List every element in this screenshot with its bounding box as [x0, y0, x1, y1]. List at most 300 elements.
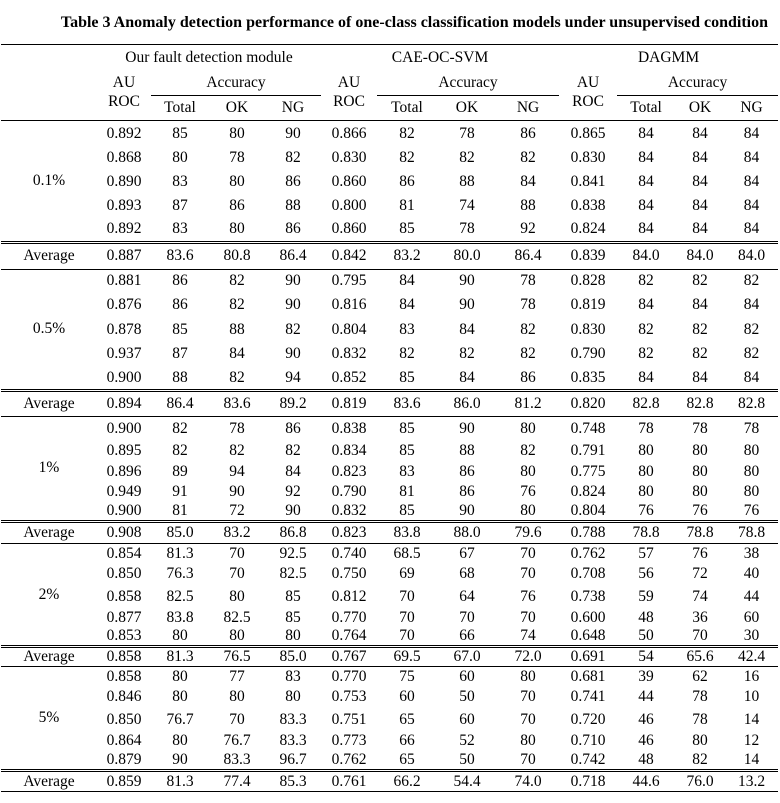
table-cell: 83.3	[223, 751, 251, 768]
table-cell: 0.852	[331, 368, 367, 386]
table-cell: 85	[285, 587, 301, 605]
table-cell: 80	[497, 417, 559, 441]
table-cell: 76.7	[223, 732, 251, 749]
ok-header: OK	[455, 99, 479, 116]
table-row	[1, 146, 778, 170]
table-cell: 84	[638, 124, 654, 142]
table-cell: 74	[692, 587, 708, 605]
average-cell: 83.6	[209, 391, 265, 417]
table-cell: 50	[638, 627, 654, 644]
average-row	[1, 242, 778, 269]
auroc-header: AU ROC	[97, 71, 151, 121]
table-row	[1, 170, 778, 195]
table-body	[1, 121, 778, 792]
average-cell: 82.8	[725, 391, 778, 417]
ok-header: OK	[225, 99, 249, 116]
table-cell: 72	[692, 565, 708, 582]
table-cell: 0.850	[106, 710, 142, 728]
table-cell: 88	[520, 196, 536, 214]
table-cell: 85	[172, 320, 188, 338]
table-cell: 0.858	[106, 587, 142, 605]
average-cell: 83.2	[209, 521, 265, 544]
table-cell: 70	[399, 587, 415, 605]
table-row	[1, 293, 778, 318]
table-row	[1, 585, 778, 608]
table-cell: 78	[675, 417, 725, 441]
table-cell: 80	[520, 732, 536, 749]
average-cell: 72.0	[497, 647, 559, 667]
table-cell: 78	[617, 417, 675, 441]
average-label: Average	[1, 242, 97, 269]
table-cell: 84	[459, 368, 475, 386]
average-cell: 89.2	[265, 391, 321, 417]
average-cell: 84.0	[617, 242, 675, 269]
table-cell: 84	[638, 148, 654, 166]
table-cell: 0.819	[570, 296, 606, 314]
average-cell: 80.0	[437, 242, 497, 269]
accuracy-header: Accuracy	[206, 74, 266, 91]
table-cell: 82	[675, 269, 725, 293]
table-cell: 0.858	[97, 667, 151, 687]
auroc-header: AU ROC	[321, 71, 377, 121]
table-cell: 0.720	[570, 710, 606, 728]
table-cell: 82	[743, 320, 760, 338]
table-cell: 12	[743, 732, 760, 749]
table-cell: 85	[285, 608, 301, 626]
average-label: Average	[1, 521, 97, 544]
table-cell: 82	[399, 124, 415, 142]
average-cell: 65.6	[675, 647, 725, 667]
table-row	[1, 667, 778, 687]
table-cell: 86	[459, 463, 475, 480]
average-cell: 0.761	[321, 771, 377, 792]
table-cell: 84	[638, 296, 654, 314]
table-cell: 80	[172, 627, 188, 644]
average-cell: 85.0	[265, 647, 321, 667]
table-cell: 0.854	[97, 544, 151, 564]
table-cell: 80	[692, 732, 708, 749]
table-row	[1, 342, 778, 367]
table-cell: 65	[399, 710, 415, 728]
table-cell: 0.866	[331, 124, 367, 142]
table-cell: 44	[638, 688, 654, 705]
table-row	[1, 686, 778, 708]
model-header: Our fault detection module	[125, 49, 293, 66]
table-cell: 0.750	[331, 565, 367, 582]
table-cell: 82	[399, 345, 415, 363]
table-cell: 0.812	[331, 587, 367, 605]
table-cell: 0.864	[106, 732, 142, 749]
table-cell: 46	[638, 710, 654, 728]
table-cell: 78	[725, 417, 778, 441]
table-cell: 80	[172, 688, 188, 705]
table-cell: 84	[229, 345, 245, 363]
table-cell: 83	[172, 220, 188, 237]
table-row	[1, 751, 778, 771]
table-cell: 82	[151, 417, 209, 441]
table-cell: 82	[725, 269, 778, 293]
table-cell: 77	[209, 667, 265, 687]
table-cell: 83.3	[279, 710, 307, 728]
table-cell: 0.775	[570, 463, 606, 480]
table-cell: 82.5	[223, 608, 251, 626]
table-cell: 80	[638, 482, 654, 500]
table-cell: 83	[399, 463, 415, 480]
table-cell: 82	[520, 148, 536, 166]
table-cell: 60	[437, 667, 497, 687]
table-row	[1, 563, 778, 585]
table-cell: 0.773	[331, 732, 367, 749]
table-row	[1, 440, 778, 462]
table-cell: 0.762	[559, 544, 617, 564]
table-cell: 0.648	[570, 627, 606, 644]
table-cell: 0.846	[106, 688, 142, 705]
table-cell: 84	[638, 220, 654, 237]
table-cell: 88	[459, 172, 475, 190]
table-cell: 0.830	[570, 320, 606, 338]
table-cell: 0.900	[106, 368, 142, 386]
table-cell: 84	[692, 148, 708, 166]
table-cell: 96.7	[279, 751, 307, 768]
table-cell: 0.790	[570, 345, 606, 363]
table-cell: 82	[229, 296, 245, 314]
table-cell: 82	[459, 148, 475, 166]
average-row	[1, 647, 778, 667]
table-cell: 59	[638, 587, 654, 605]
average-cell: 0.820	[559, 391, 617, 417]
table-row	[1, 462, 778, 482]
table-cell: 0.790	[331, 482, 367, 500]
table-caption: Table 3 Anomaly detection performance of one-class classification models under unsupervised condition	[60, 14, 768, 31]
table-row	[1, 627, 778, 647]
table-cell: 84	[285, 463, 301, 480]
table-cell: 0.828	[559, 269, 617, 293]
table-cell: 90	[459, 296, 475, 314]
table-cell: 0.835	[570, 368, 606, 386]
table-cell: 86	[285, 220, 301, 237]
table-cell: 75	[377, 667, 437, 687]
ng-header: NG	[281, 99, 305, 116]
table-cell: 86	[459, 482, 475, 500]
table-cell: 0.823	[331, 463, 367, 480]
table-cell: 78	[497, 269, 559, 293]
table-row	[1, 482, 778, 502]
table-cell: 82	[285, 442, 301, 459]
table-cell: 0.708	[570, 565, 606, 582]
table-cell: 62	[675, 667, 725, 687]
table-cell: 76	[692, 501, 708, 519]
table-cell: 84	[692, 296, 708, 314]
table-cell: 94	[285, 368, 301, 386]
table-cell: 82	[285, 320, 301, 338]
table-cell: 60	[459, 710, 475, 728]
table-cell: 84	[638, 172, 654, 190]
table-cell: 90	[229, 482, 245, 500]
table-cell: 0.742	[570, 751, 606, 768]
table-cell: 0.741	[570, 688, 606, 705]
table-cell: 0.791	[570, 442, 606, 459]
table-row	[1, 502, 778, 522]
table-cell: 90	[285, 296, 301, 314]
table-cell: 0.868	[106, 148, 142, 166]
table-cell: 83	[399, 320, 415, 338]
table-row	[1, 121, 778, 147]
table-cell: 90	[437, 417, 497, 441]
table-cell: 90	[285, 124, 301, 142]
table-cell: 82	[172, 442, 188, 459]
table-cell: 76	[520, 482, 536, 500]
ok-header: OK	[688, 99, 712, 116]
table-cell: 80	[638, 442, 654, 459]
table-cell: 78	[209, 417, 265, 441]
table-cell: 80	[497, 667, 559, 687]
table-cell: 78	[692, 710, 708, 728]
table-cell: 91	[172, 482, 188, 500]
model-header: DAGMM	[637, 49, 700, 66]
table-cell: 85	[399, 501, 415, 519]
table-cell: 90	[265, 269, 321, 293]
table-cell: 0.865	[570, 124, 606, 142]
table-cell: 0.892	[106, 220, 142, 237]
average-cell: 86.4	[497, 242, 559, 269]
table-cell: 70	[520, 751, 536, 768]
average-cell: 0.894	[97, 391, 151, 417]
table-cell: 84	[692, 196, 708, 214]
table-cell: 80	[229, 124, 245, 142]
table-cell: 90	[437, 269, 497, 293]
average-cell: 0.767	[321, 647, 377, 667]
table-cell: 48	[638, 751, 654, 768]
table-cell: 82	[638, 320, 654, 338]
average-cell: 44.6	[617, 771, 675, 792]
table-cell: 0.890	[106, 172, 142, 190]
table-cell: 82	[459, 345, 475, 363]
table-cell: 80	[229, 220, 245, 237]
average-cell: 54	[617, 647, 675, 667]
table-cell: 78	[229, 148, 245, 166]
table-cell: 72	[229, 501, 245, 519]
table-cell: 87	[172, 196, 188, 214]
average-cell: 83.6	[377, 391, 437, 417]
table-cell: 0.762	[331, 751, 367, 768]
average-cell: 78.8	[725, 521, 778, 544]
table-cell: 36	[692, 608, 708, 626]
average-cell: 0.718	[559, 771, 617, 792]
table-cell: 80	[229, 627, 245, 644]
table-cell: 82	[617, 269, 675, 293]
table-cell: 66	[399, 732, 415, 749]
table-cell: 0.681	[559, 667, 617, 687]
table-cell: 0.740	[321, 544, 377, 564]
table-cell: 0.795	[321, 269, 377, 293]
table-cell: 82	[285, 148, 301, 166]
average-cell: 76.0	[675, 771, 725, 792]
table-cell: 0.816	[331, 296, 367, 314]
table-cell: 84	[459, 320, 475, 338]
average-cell: 54.4	[437, 771, 497, 792]
table-cell: 70	[520, 608, 536, 626]
average-cell: 0.887	[97, 242, 151, 269]
table-cell: 0.838	[321, 417, 377, 441]
table-row	[1, 708, 778, 731]
table-cell: 14	[743, 710, 760, 728]
table-cell: 76	[743, 501, 760, 519]
table-cell: 84	[399, 296, 415, 314]
table-cell: 0.860	[331, 172, 367, 190]
table-cell: 0.824	[570, 482, 606, 500]
table-cell: 84	[692, 172, 708, 190]
table-cell: 60	[743, 608, 760, 626]
table-cell: 86	[265, 417, 321, 441]
average-cell: 83.8	[377, 521, 437, 544]
average-cell: 0.691	[559, 647, 617, 667]
table-cell: 0.738	[570, 587, 606, 605]
table-cell: 86	[520, 368, 536, 386]
table-cell: 85	[399, 442, 415, 459]
table-cell: 38	[725, 544, 778, 564]
table-cell: 0.770	[321, 667, 377, 687]
table-cell: 0.892	[106, 124, 142, 142]
table-cell: 80	[743, 482, 760, 500]
table-cell: 84	[743, 148, 760, 166]
table-cell: 0.751	[331, 710, 367, 728]
table-cell: 82.5	[279, 565, 307, 582]
table-cell: 48	[638, 608, 654, 626]
table-cell: 86	[285, 172, 301, 190]
table-cell: 84	[692, 220, 708, 237]
table-cell: 80	[172, 732, 188, 749]
table-cell: 81	[399, 482, 415, 500]
table-cell: 85	[399, 220, 415, 237]
table-cell: 82	[520, 320, 536, 338]
table-cell: 66	[459, 627, 475, 644]
table-cell: 78	[520, 296, 536, 314]
average-row	[1, 521, 778, 544]
table-cell: 78	[692, 688, 708, 705]
table-cell: 85	[172, 124, 188, 142]
table-cell: 84	[743, 220, 760, 237]
table-cell: 88	[172, 368, 188, 386]
average-cell: 0.908	[97, 521, 151, 544]
table-cell: 60	[399, 688, 415, 705]
table-cell: 67	[437, 544, 497, 564]
table-cell: 0.838	[570, 196, 606, 214]
average-cell: 83.2	[377, 242, 437, 269]
average-cell: 0.842	[321, 242, 377, 269]
table-cell: 81.3	[151, 544, 209, 564]
average-cell: 67.0	[437, 647, 497, 667]
table-cell: 0.876	[106, 296, 142, 314]
table-cell: 86	[399, 172, 415, 190]
table-cell: 0.881	[97, 269, 151, 293]
table-cell: 90	[285, 501, 301, 519]
average-cell: 82.8	[617, 391, 675, 417]
average-cell: 76.5	[209, 647, 265, 667]
table-cell: 78	[459, 124, 475, 142]
table-cell: 82	[229, 442, 245, 459]
table-cell: 88	[229, 320, 245, 338]
table-cell: 82.5	[166, 587, 194, 605]
average-cell: 0.823	[321, 521, 377, 544]
table-cell: 85	[377, 417, 437, 441]
table-row	[1, 608, 778, 627]
table-cell: 84	[377, 269, 437, 293]
table-cell: 83.3	[279, 732, 307, 749]
average-cell: 13.2	[725, 771, 778, 792]
table-cell: 82	[743, 345, 760, 363]
total-header: Total	[630, 99, 662, 116]
group-label: 2%	[1, 544, 97, 647]
table-cell: 68.5	[377, 544, 437, 564]
model-header: CAE-OC-SVM	[391, 49, 489, 66]
group-label: 1%	[1, 417, 97, 522]
table-cell: 80	[520, 501, 536, 519]
table-cell: 46	[638, 732, 654, 749]
table-cell: 83.8	[166, 608, 194, 626]
table-cell: 70	[399, 627, 415, 644]
table-cell: 80	[172, 148, 188, 166]
table-cell: 84	[692, 124, 708, 142]
average-cell: 86.8	[265, 521, 321, 544]
table-cell: 70	[692, 627, 708, 644]
average-cell: 82.8	[675, 391, 725, 417]
table-cell: 80	[692, 463, 708, 480]
table-cell: 92	[520, 220, 536, 237]
table-cell: 0.841	[570, 172, 606, 190]
table-cell: 56	[638, 565, 654, 582]
table-cell: 76.7	[166, 710, 194, 728]
table-cell: 0.770	[331, 608, 367, 626]
table-cell: 85	[399, 368, 415, 386]
average-cell: 80.8	[209, 242, 265, 269]
table-cell: 70	[497, 544, 559, 564]
table-cell: 83	[265, 667, 321, 687]
total-header: Total	[391, 99, 423, 116]
table-cell: 86	[229, 196, 245, 214]
table-cell: 76	[675, 544, 725, 564]
average-cell: 86.4	[265, 242, 321, 269]
average-cell: 84.0	[675, 242, 725, 269]
average-cell: 85.3	[265, 771, 321, 792]
table-cell: 94	[229, 463, 245, 480]
average-label: Average	[1, 391, 97, 417]
table-cell: 82	[692, 345, 708, 363]
corner-cell	[1, 45, 97, 72]
table-cell: 0.900	[106, 501, 142, 519]
table-cell: 82	[638, 345, 654, 363]
table-cell: 68	[459, 565, 475, 582]
table-row	[1, 318, 778, 343]
average-cell: 81.2	[497, 391, 559, 417]
average-row	[1, 391, 778, 417]
accuracy-header: Accuracy	[438, 74, 498, 91]
table-cell: 65	[399, 751, 415, 768]
table-cell: 50	[459, 688, 475, 705]
table-cell: 14	[743, 751, 760, 768]
average-label: Average	[1, 771, 97, 792]
average-cell: 86.0	[437, 391, 497, 417]
table-cell: 0.830	[331, 148, 367, 166]
average-cell: 66.2	[377, 771, 437, 792]
table-cell: 70	[209, 544, 265, 564]
table-row	[1, 269, 778, 293]
table-cell: 80	[638, 463, 654, 480]
ng-header: NG	[740, 99, 763, 116]
table-cell: 0.804	[570, 501, 606, 519]
table-cell: 70	[229, 565, 245, 582]
average-cell: 81.3	[151, 771, 209, 792]
table-cell: 10	[743, 688, 760, 705]
